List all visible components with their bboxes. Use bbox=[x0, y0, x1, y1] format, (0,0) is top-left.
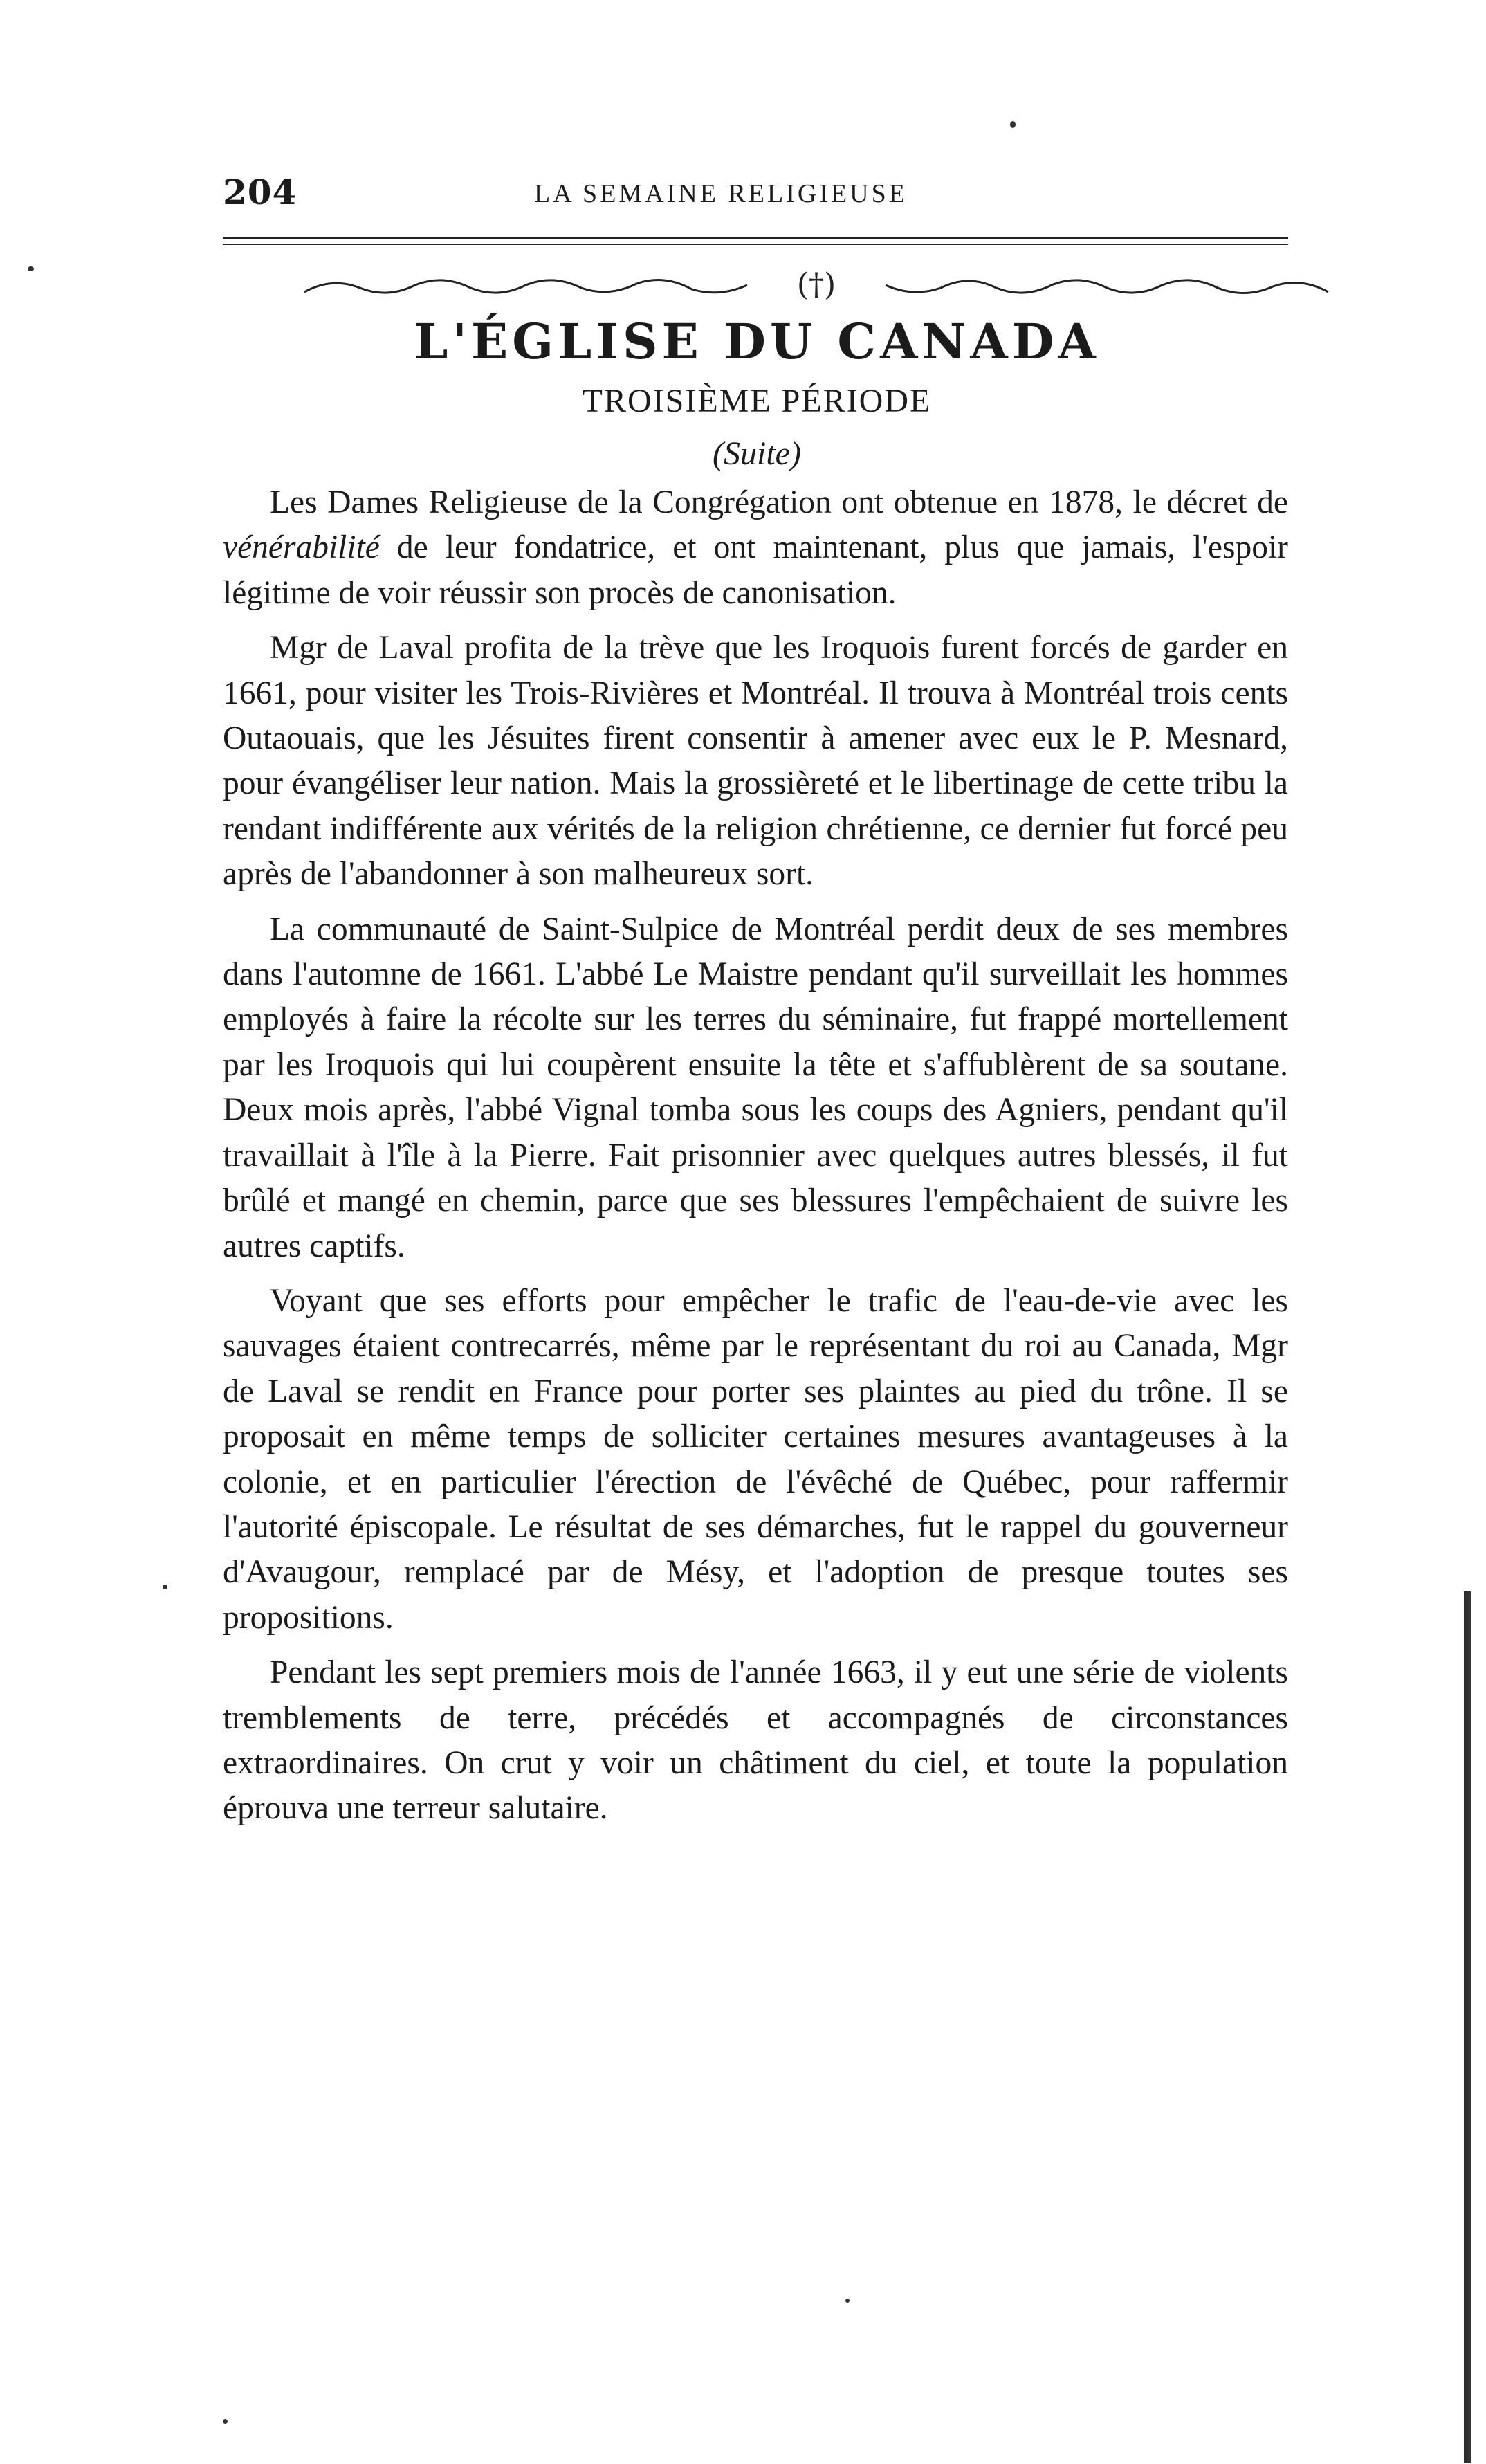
article-body bbox=[223, 480, 1288, 1841]
emphasized-word: vénérabilité bbox=[223, 529, 380, 566]
print-speck bbox=[223, 2419, 228, 2424]
header-rule bbox=[223, 237, 1288, 239]
print-speck bbox=[845, 2299, 850, 2303]
paragraph: La communauté de Saint-Sulpice de Montréal perdit deux de ses membres dans l'automne de 1661. L'abbé Le Maistre pendant qu'il surveillait les hommes employés à faire la récolte sur les terres du séminaire, fut frappé mortellement par les Iroquois qui lui coupèrent ensuite la tête et s'affublèrent de sa soutane. Deux mois après, l'abbé Vignal tomba sous les coups des Agniers, pendant qu'il travaillait à l'île à la Pierre. Fait prisonnier avec quelques autres blessés, il fut brûlé et mangé en chemin, parce que ses blessures l'empêchaient de suivre les autres captifs. bbox=[223, 911, 1288, 1264]
paragraph: Pendant les sept premiers mois de l'année 1663, il y eut une série de violents tremblements de terre, précédés et accompagnés de circonstances extraordinaires. On crut y voir un châtiment du ciel, et toute la population éprouva une terreur salutaire. bbox=[223, 1654, 1288, 1827]
ornament-glyph: (†) bbox=[796, 267, 836, 302]
header-rule-thin bbox=[223, 244, 1288, 245]
page-edge-shadow bbox=[1461, 1591, 1471, 2463]
print-speck bbox=[28, 266, 34, 271]
running-head bbox=[223, 172, 1288, 220]
paragraph-text: Les Dames Religieuse de la Congrégation ont obtenue en 1878, le décret de bbox=[270, 484, 1288, 520]
article-subtitle: TROISIÈME PÉRIODE bbox=[582, 383, 932, 419]
page-number: 204 bbox=[223, 172, 297, 212]
paragraph: Mgr de Laval profita de la trève que les Iroquois furent forcés de garder en 1661, pour visiter les Trois-Rivières et Montréal. Il trouva à Montréal trois cents Outaouais, que les Jésuites firent consentir à amener avec eux le P. Mesnard, pour évangéliser leur nation. Mais la grossièreté et le libertinage de cette tribu la rendant indifférente aux vérités de la religion chrétienne, ce dernier fut forcé peu après de l'abandonner à son malheureux sort. bbox=[223, 630, 1288, 893]
article-continuation-note: (Suite) bbox=[713, 435, 801, 472]
paragraph bbox=[223, 480, 1288, 616]
ornament-divider bbox=[291, 264, 1342, 306]
journal-title: LA SEMAINE RELIGIEUSE bbox=[534, 179, 908, 208]
print-speck bbox=[163, 1585, 167, 1589]
cross-icon bbox=[797, 267, 836, 302]
print-speck bbox=[1010, 121, 1016, 128]
article-title: L'ÉGLISE DU CANADA bbox=[414, 313, 1100, 370]
paragraph-text: de leur fondatrice, et ont maintenant, plus que jamais, l'espoir légitime de voir réussir son procès de canonisation. bbox=[223, 529, 1288, 611]
paragraph: Voyant que ses efforts pour empêcher le trafic de l'eau-de-vie avec les sauvages étaient contrecarrés, même par le représentant du roi au Canada, Mgr de Laval se rendit en France pour porter ses plaintes au pied du trône. Il se proposait en même temps de solliciter certaines mesures avantageuses à la colonie, et en particulier l'érection de l'évêché de Québec, pour raffermir l'autorité épiscopale. Le résultat de ses démarches, fut le rappel du gouverneur d'Avaugour, remplacé par de Mésy, et l'adoption de presque toutes ses propositions. bbox=[223, 1282, 1288, 1636]
